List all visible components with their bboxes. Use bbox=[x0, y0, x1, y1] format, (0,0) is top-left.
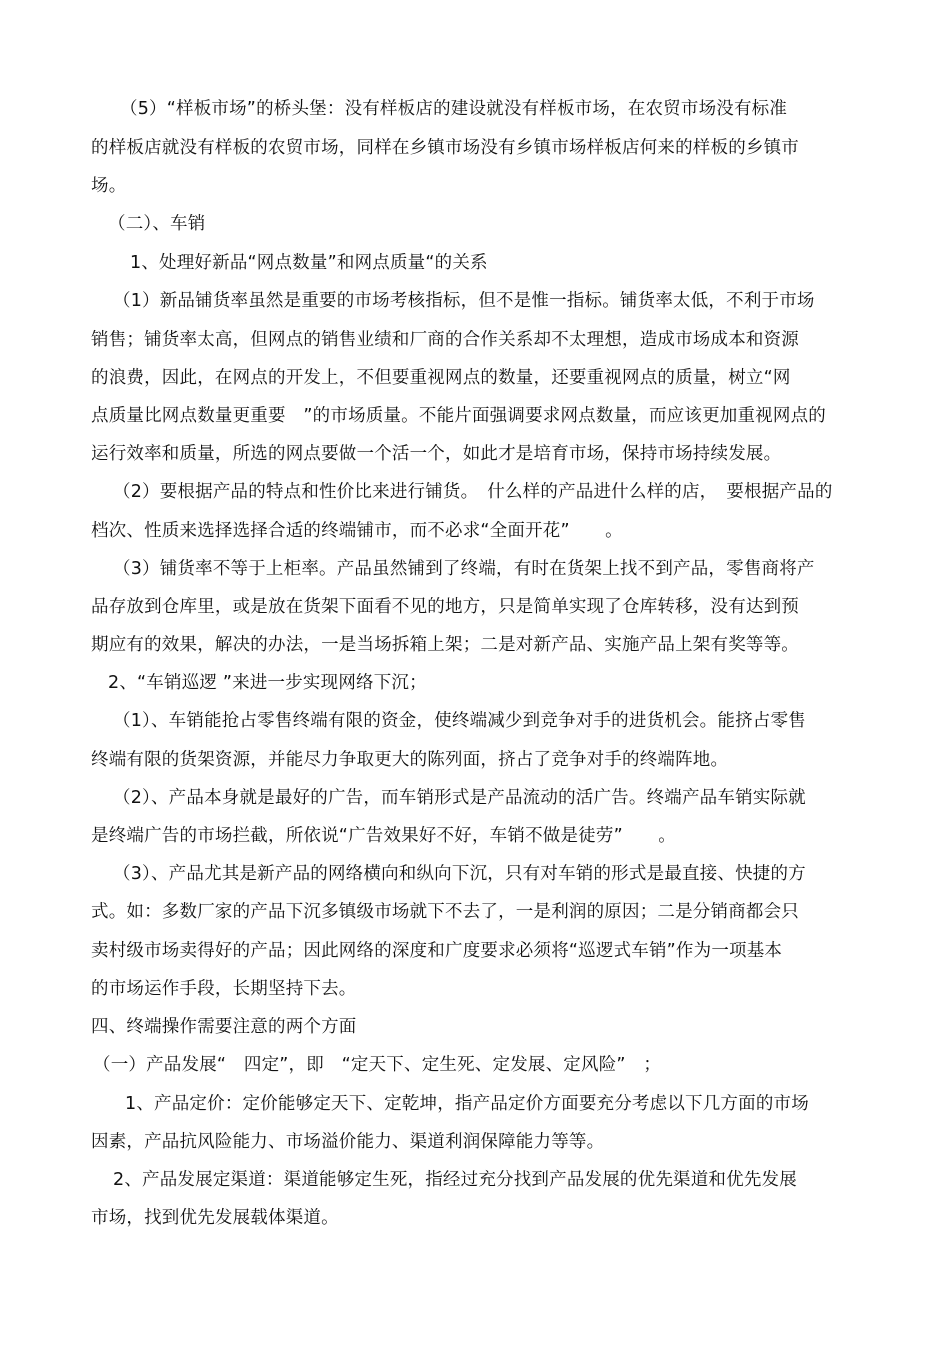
text-line: （5）“样板市场”的桥头堡：没有样板店的建设就没有样板市场，在农贸市场没有标准 bbox=[120, 99, 788, 119]
text-line: 市场，找到优先发展载体渠道。 bbox=[91, 1208, 339, 1228]
text-line: 的样板店就没有样板的农贸市场，同样在乡镇市场没有乡镇市场样板店何来的样板的乡镇市 bbox=[91, 138, 799, 158]
text-line: （1）、车销能抢占零售终端有限的资金，使终端减少到竞争对手的进货机会。能挤占零售 bbox=[113, 711, 806, 731]
text-line: 场。 bbox=[91, 176, 127, 196]
text-line: （2）、产品本身就是最好的广告，而车销形式是产品流动的活广告。终端产品车销实际就 bbox=[113, 788, 806, 808]
text-line: 销售；铺货率太高，但网点的销售业绩和厂商的合作关系却不太理想，造成市场成本和资源 bbox=[91, 330, 799, 350]
text-line: 终端有限的货架资源，并能尽力争取更大的陈列面，挤占了竞争对手的终端阵地。 bbox=[91, 750, 729, 770]
text-line: 是终端广告的市场拦截，所依说“广告效果好不好，车销不做是徒劳” 。 bbox=[91, 826, 676, 846]
text-line: 的浪费，因此，在网点的开发上，不但要重视网点的数量，还要重视网点的质量，树立“网 bbox=[91, 368, 791, 388]
section-heading: （二）、车销 bbox=[108, 214, 206, 234]
subsection-heading: （一）产品发展“ 四定”，即 “定天下、定生死、定发展、定风险” ； bbox=[93, 1055, 662, 1075]
text-line: 点质量比网点数量更重要 ”的市场质量。不能片面强调要求网点数量，而应该更加重视网点的 bbox=[91, 406, 826, 426]
text-line: 的市场运作手段，长期坚持下去。 bbox=[91, 979, 357, 999]
text-line: 卖村级市场卖得好的产品；因此网络的深度和广度要求必须将“巡逻式车销”作为一项基本 bbox=[91, 941, 783, 961]
text-line: 运行效率和质量，所选的网点要做一个活一个，如此才是培育市场，保持市场持续发展。 bbox=[91, 444, 782, 464]
text-line: （3）、产品尤其是新产品的网络横向和纵向下沉，只有对车销的形式是最直接、快捷的方 bbox=[113, 864, 806, 884]
text-line: （1）新品铺货率虽然是重要的市场考核指标，但不是惟一指标。铺货率太低，不利于市场 bbox=[113, 291, 815, 311]
text-line: 品存放到仓库里，或是放在货架下面看不见的地方，只是简单实现了仓库转移，没有达到预 bbox=[91, 597, 799, 617]
text-line: 1、产品定价：定价能够定天下、定乾坤，指产品定价方面要充分考虑以下几方面的市场 bbox=[125, 1094, 809, 1114]
subsection-heading: 2、“车销巡逻 ”来进一步实现网络下沉； bbox=[108, 673, 427, 693]
text-line: 式。如：多数厂家的产品下沉多镇级市场就下不去了，一是利润的原因；二是分销商都会只 bbox=[91, 902, 799, 922]
subsection-heading: 1、处理好新品“网点数量”和网点质量“的关系 bbox=[130, 253, 488, 273]
text-line: 期应有的效果，解决的办法，一是当场拆箱上架；二是对新产品、实施产品上架有奖等等。 bbox=[91, 635, 799, 655]
text-line: 因素，产品抗风险能力、市场溢价能力、渠道利润保障能力等等。 bbox=[91, 1132, 605, 1152]
text-line: （2）要根据产品的特点和性价比来进行铺货。 什么样的产品进什么样的店， 要根据产品的 bbox=[113, 482, 833, 502]
section-heading: 四、终端操作需要注意的两个方面 bbox=[91, 1017, 357, 1037]
text-line: 2、产品发展定渠道：渠道能够定生死，指经过充分找到产品发展的优先渠道和优先发展 bbox=[113, 1170, 797, 1190]
text-line: （3）铺货率不等于上柜率。产品虽然铺到了终端，有时在货架上找不到产品，零售商将产 bbox=[113, 559, 815, 579]
text-line: 档次、性质来选择选择合适的终端铺市，而不必求“全面开花” 。 bbox=[91, 521, 623, 541]
